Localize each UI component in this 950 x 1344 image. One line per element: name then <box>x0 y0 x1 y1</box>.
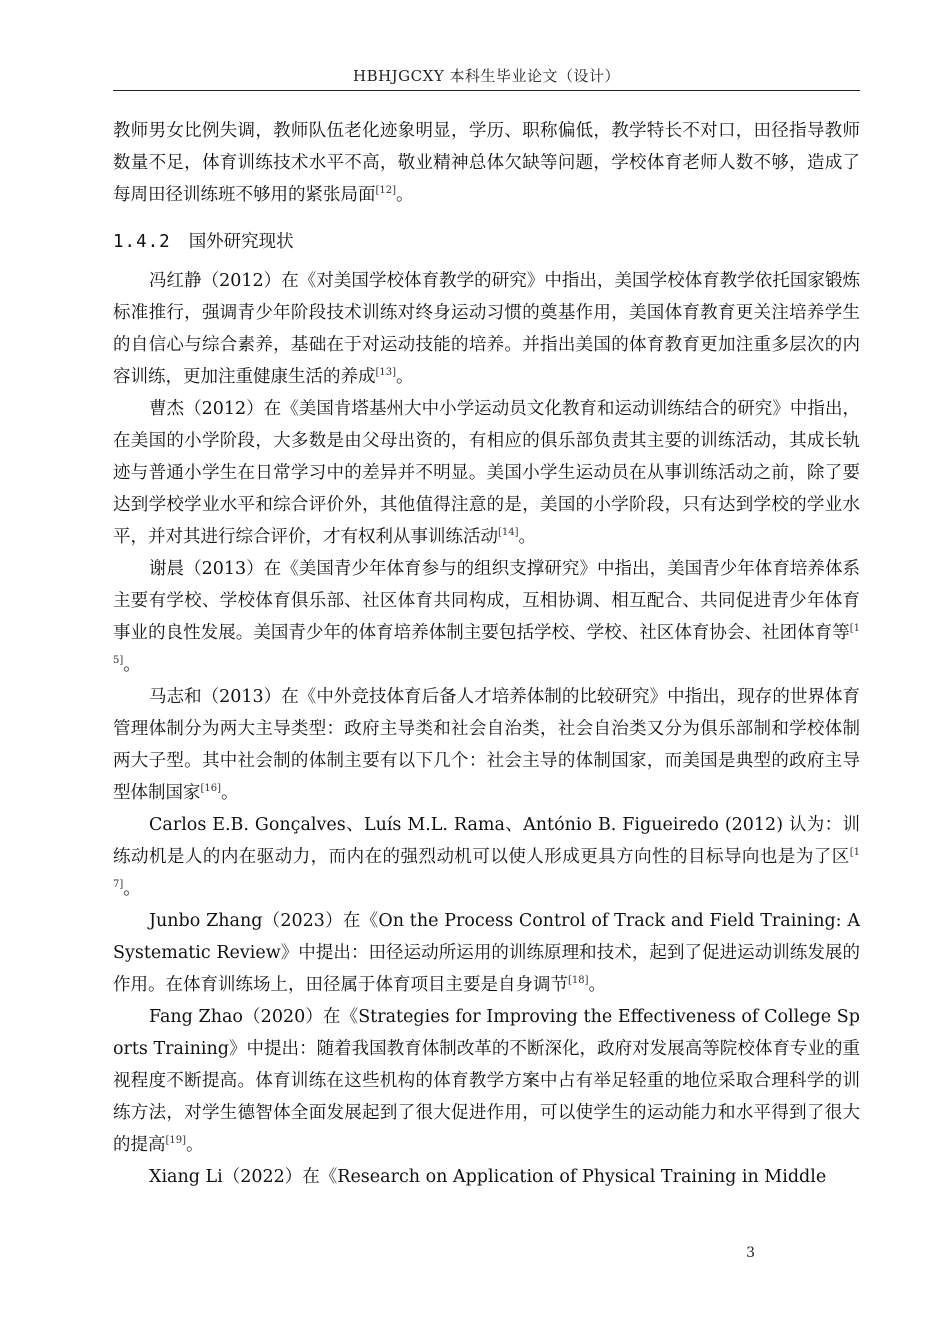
paragraph-zhang <box>113 905 860 1001</box>
citation-ref: [16] <box>200 783 222 795</box>
paragraph-end: 。 <box>186 1135 204 1155</box>
page-number: 3 <box>746 1245 755 1261</box>
paragraph-text: Junbo Zhang（2023）在《On the Process Control of Track and Field Training: A Systematic Review》中提出：田径运动所运用的训练原理和技术，起到了促进运动训练发展的作用。在体育训练场上，田径属于体育项目主要是自身调节 <box>113 911 860 995</box>
citation-ref: [17] <box>113 847 860 891</box>
paragraph-zhao <box>113 1001 860 1161</box>
page-body <box>113 115 860 1193</box>
paragraph-end: 。 <box>123 879 141 899</box>
section-title: 国外研究现状 <box>188 232 294 252</box>
paragraph-end: 。 <box>396 185 414 205</box>
paragraph-text: 冯红静（2012）在《对美国学校体育教学的研究》中指出，美国学校体育教学依托国家锻炼标准推行，强调青少年阶段技术训练对终身运动习惯的奠基作用，美国体育教育更关注培养学生的自信心与综合素养，基础在于对运动技能的培养。并指出美国的体育教育更加注重多层次的内容训练，更加注重健康生活的养成 <box>113 271 860 387</box>
paragraph-li <box>113 1161 860 1193</box>
paragraph-text: 曹杰（2012）在《美国肯塔基州大中小学运动员文化教育和运动训练结合的研究》中指出，在美国的小学阶段，大多数是由父母出资的，有相应的俱乐部负责其主要的训练活动，其成长轨迹与普通小学生在日常学习中的差异并不明显。美国小学生运动员在从事训练活动之前，除了要达到学校学业水平和综合评价外，其他值得注意的是，美国的小学阶段，只有达到学校的学业水平，并对其进行综合评价，才有权利从事训练活动 <box>113 399 860 547</box>
paragraph-feng <box>113 265 860 393</box>
paragraph-end: 。 <box>221 783 239 803</box>
citation-ref: [15] <box>113 623 860 667</box>
paragraph-xie <box>113 553 860 681</box>
header-rule <box>113 90 860 91</box>
paragraph-end: 。 <box>396 367 414 387</box>
paragraph-end: 。 <box>588 975 607 995</box>
section-heading <box>113 227 860 257</box>
section-number: 1.4.2 <box>113 232 171 252</box>
paragraph-ma <box>113 681 860 809</box>
intro-paragraph <box>113 115 860 211</box>
paragraph-text: Fang Zhao（2020）在《Strategies for Improving the Effectiveness of College Sports Training》中提出：随着我国教育体制改革的不断深化，政府对发展高等院校体育专业的重视程度不断提高。体育训练在这些机构的体育教学方案中占有举足轻重的地位采取合理科学的训练方法，对学生德智体全面发展起到了很大促进作用，可以使学生的运动能力和水平得到了很大的提高 <box>113 1007 860 1155</box>
running-header: HBHJGCXY 本科生毕业论文（设计） <box>352 67 620 85</box>
paragraph-cao <box>113 393 860 553</box>
citation-ref: [13] <box>375 367 397 379</box>
citation-ref: [19] <box>165 1135 187 1147</box>
citation-ref: [12] <box>375 185 397 197</box>
citation-ref: [18] <box>568 975 589 987</box>
paragraph-end: 。 <box>123 655 141 675</box>
paragraph-text: Carlos E.B. Gonçalves、Luís M.L. Rama、António B. Figueiredo (2012) 认为：训练动机是人的内在驱动力，而内在的强烈动机可以使人形成更具方向性的目标导向也是为了区 <box>113 815 860 867</box>
paragraph-text: 教师男女比例失调，教师队伍老化迹象明显，学历、职称偏低，教学特长不对口，田径指导教师数量不足，体育训练技术水平不高，敬业精神总体欠缺等问题，学校体育老师人数不够，造成了每周田径训练班不够用的紧张局面 <box>113 121 860 205</box>
citation-ref: [14] <box>498 527 519 539</box>
paragraph-text: 马志和（2013）在《中外竞技体育后备人才培养体制的比较研究》中指出，现存的世界体育管理体制分为两大主导类型：政府主导类和社会自治类，社会自治类又分为俱乐部制和学校体制两大子型。其中社会制的体制主要有以下几个：社会主导的体制国家，而美国是典型的政府主导型体制国家 <box>113 687 860 803</box>
paragraph-end: 。 <box>518 527 537 547</box>
paragraph-text: Xiang Li（2022）在《Research on Application of Physical Training in Middle <box>149 1167 827 1187</box>
paragraph-goncalves <box>113 809 860 905</box>
paragraph-text: 谢晨（2013）在《美国青少年体育参与的组织支撑研究》中指出，美国青少年体育培养体系主要有学校、学校体育俱乐部、社区体育共同构成，互相协调、相互配合、共同促进青少年体育事业的良性发展。美国青少年的体育培养体制主要包括学校、学校、社区体育协会、社团体育等 <box>113 559 860 643</box>
